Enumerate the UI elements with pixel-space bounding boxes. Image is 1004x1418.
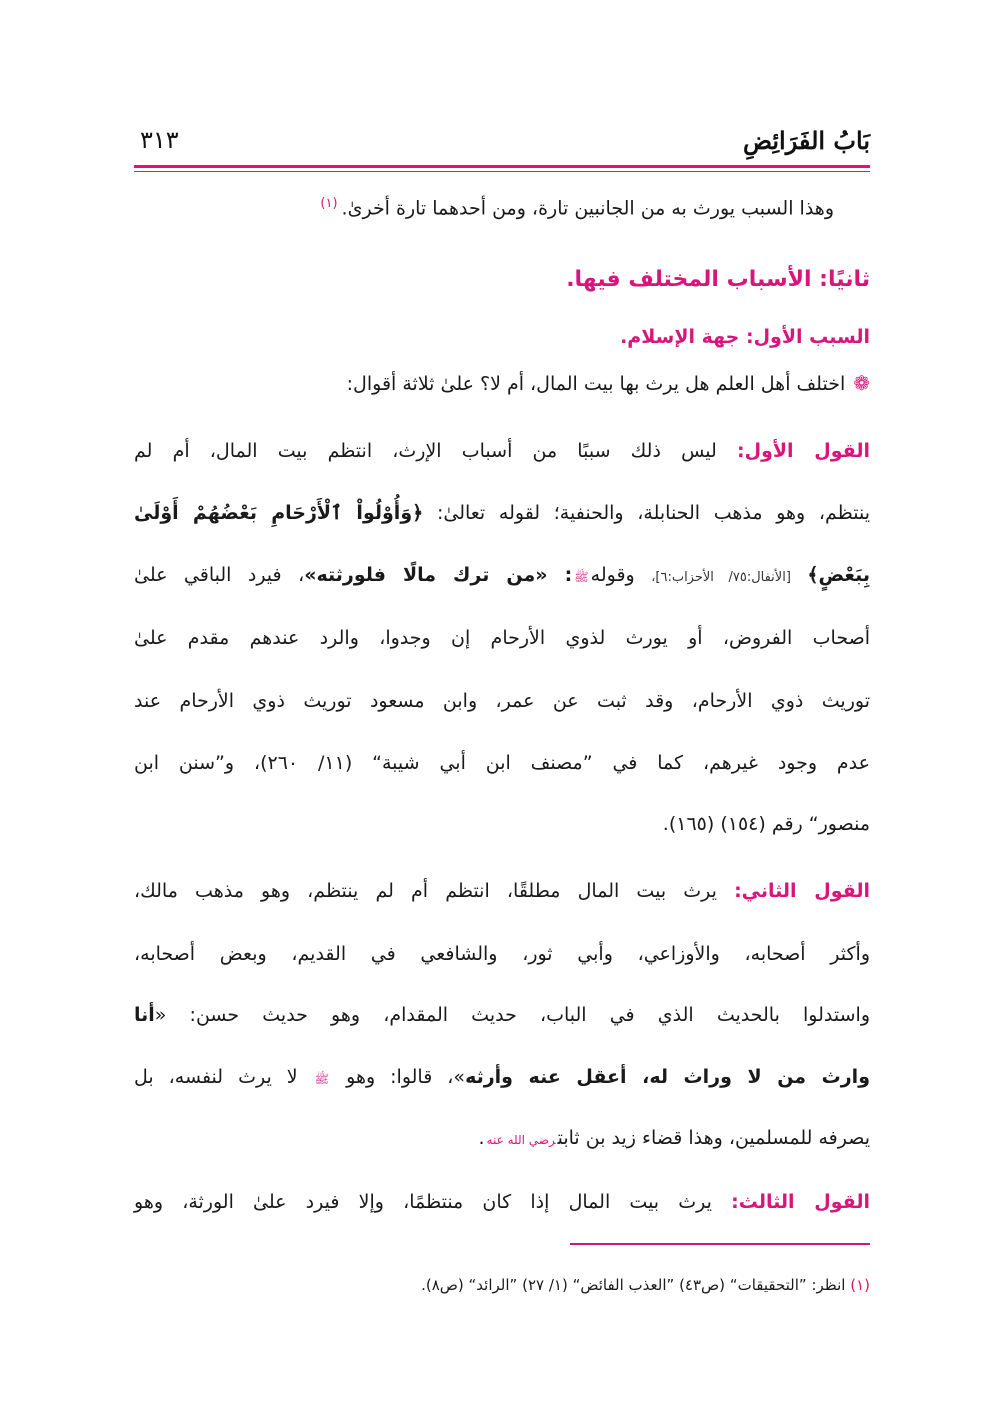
section-intro-line xyxy=(347,371,870,395)
q2-text-1: يرث بيت المال مطلقًا، انتظم أم لم ينتظم، وهو مذهب مالك، xyxy=(134,880,717,902)
q2-label: القول الثاني: xyxy=(734,880,871,902)
q1-line-7: منصور“ رقم (١٥٤) (١٦٥). xyxy=(662,813,870,835)
footnote-text: انظر: ”التحقيقات“ (ص٤٣) ”العذب الفائض“ (١/ ٢٧) ”الرائد“ (ص٨). xyxy=(421,1276,846,1294)
q3-label: القول الثالث: xyxy=(731,1191,871,1213)
q1-label: القول الأول: xyxy=(736,440,870,462)
q1-line-2 xyxy=(134,502,870,524)
footnote-marker[interactable]: (١) xyxy=(320,196,338,211)
header-rule-thin xyxy=(134,171,870,172)
footnote xyxy=(421,1276,870,1294)
q2-text-4: »، قالوا: وهو xyxy=(346,1066,466,1088)
intro-line xyxy=(320,196,834,219)
q2-line-1 xyxy=(134,880,870,902)
section-heading: ثانيًا: الأسباب المختلف فيها. xyxy=(566,267,870,292)
q2-line-4 xyxy=(134,1066,870,1089)
section-intro-text: اختلف أهل العلم هل يرث بها بيت المال، أم لا؟ علىٰ ثلاثة أقوال: xyxy=(346,373,846,395)
hadith-start: أنا xyxy=(134,1004,155,1026)
hadith-quote: : «من ترك مالًا فلورثته» xyxy=(304,564,573,586)
hadith-body: وارث من لا وراث له، أعقل عنه وأرثه xyxy=(465,1066,870,1088)
running-header-title: بَابُ الفَرَائِضِ xyxy=(742,126,870,155)
verse-reference: [الأنفال:٧٥/ الأحزاب:٦]، xyxy=(651,570,791,585)
q3-line-1 xyxy=(134,1191,870,1213)
intro-text: وهذا السبب يورث به من الجانبين تارة، ومن أحدهما تارة أخرىٰ. xyxy=(341,197,834,220)
q2-text-3: واستدلوا بالحديث الذي في الباب، حديث المقدام، وهو حديث حسن: « xyxy=(154,1004,870,1026)
q1-line-6: عدم وجود غيرهم، كما في ”مصنف ابن أبي شيبة“ (١١/ ٢٦٠)، و”سنن ابن xyxy=(134,752,870,774)
q3-text-1: يرث بيت المال إذا كان منتظمًا، وإلا فيرد علىٰ الورثة، وهو xyxy=(134,1191,712,1213)
quran-verse-end: بِبَعْضٍ﴾ xyxy=(807,564,871,586)
q1-line-3 xyxy=(134,564,870,587)
q1-line-4: أصحاب الفروض، أو يورث لذوي الأرحام إن وجدوا، والرد عندهم مقدم علىٰ xyxy=(134,627,870,649)
header-rule-thick xyxy=(134,165,870,168)
q2-line-3 xyxy=(134,1004,870,1026)
q1-text-3-end: ، فيرد الباقي علىٰ xyxy=(134,564,305,586)
page-number: ٣١٣ xyxy=(140,126,179,154)
q2-line-5: يصرفه للمسلمين، وهذا قضاء زيد بن ثابترضي الله عنه. xyxy=(478,1127,870,1149)
q1-text-2: ينتظم، وهو مذهب الحنابلة، والحنفية؛ لقوله تعالىٰ: xyxy=(436,502,871,524)
q1-line-1 xyxy=(134,440,870,462)
radi-glyph: رضي الله عنه xyxy=(486,1133,556,1147)
q2-text-4-end: لا يرث لنفسه، بل xyxy=(134,1066,298,1088)
section-subheading: السبب الأول: جهة الإسلام. xyxy=(620,326,870,348)
footnote-number: (١) xyxy=(850,1276,870,1294)
q2-text-5: يصرفه للمسلمين، وهذا قضاء زيد بن ثابت xyxy=(557,1127,870,1149)
q2-line-2: وأكثر أصحابه، والأوزاعي، وأبي ثور، والشافعي في القديم، وبعض أصحابه، xyxy=(134,943,870,965)
flower-icon: ❁ xyxy=(853,371,870,395)
footnote-separator xyxy=(570,1243,870,1245)
salutation-glyph: ﷺ xyxy=(314,1072,330,1086)
q1-text-3: وقوله xyxy=(590,564,635,586)
quran-verse: ﴿وَأُوْلُواْ ٱلْأَرْحَامِ بَعْضُهُمْ أَوْلَىٰ xyxy=(134,502,424,524)
salutation-glyph: ﷺ xyxy=(574,570,589,584)
q1-line-5: توريث ذوي الأرحام، وقد ثبت عن عمر، وابن مسعود توريث ذوي الأرحام عند xyxy=(134,690,870,712)
q1-text-1: ليس ذلك سببًا من أسباب الإرث، انتظم بيت المال، أم لم xyxy=(134,440,717,462)
